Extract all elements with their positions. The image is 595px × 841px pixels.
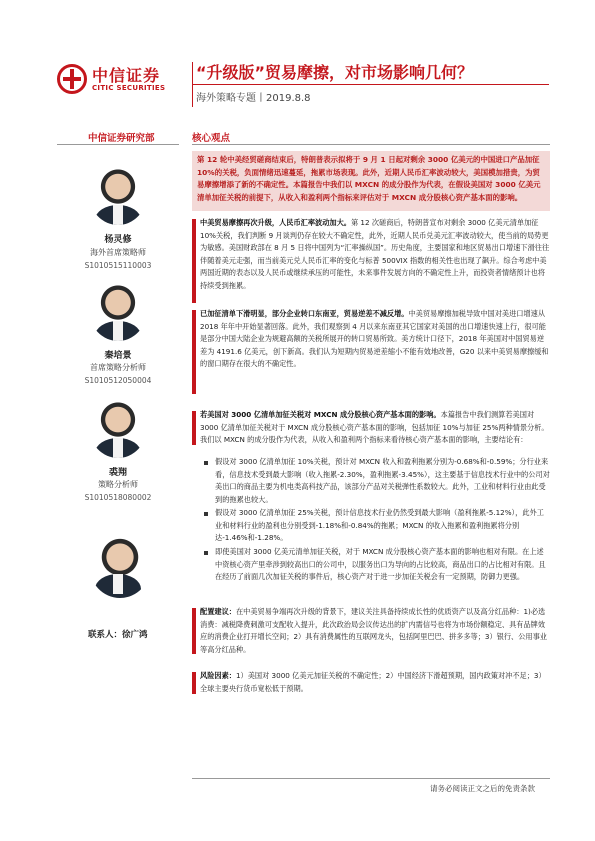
paragraph-marker bbox=[192, 310, 196, 394]
paragraph-marker bbox=[192, 219, 196, 303]
footer-rule bbox=[192, 778, 550, 779]
disclaimer-note: 请务必阅读正文之后的免责条款 bbox=[430, 784, 535, 793]
bullet-item: 假设对 3000 亿清单加征 25%关税，预计信息技术行业仍然受到最大影响（盈利拖累-5.12%），此外工业和材料行业的盈利也分别受到-1.18%和-0.84%的拖累；MXCN 的收入拖累和盈利拖累将分别达-1.46%和-1.28%。 bbox=[215, 508, 544, 542]
paragraph-text: 第 12 次磋商后，特朗普宣布对剩余 3000 亿美元清单加征 10%关税，我们判断 9 月谈判仍存在较大不确定性，此外，近期人民币兑美元汇率波动较大，使当前的局势更为敏感。美国财政部在 8 月 5 日将中国列为“汇率操纵国”。历史角度，主要国家和地区贸易出口增速下滑往往伴随着美元走强，而当前美元兑人民币汇率的变化与标普 500VIX 指数的相关性也出现了飙升。综合考虑中美两国近期的表态以及人民币或继续承压的可能性，未来事件发展方向的不确定性上升，而投资者情绪预计也将持续受到拖累。 bbox=[200, 218, 550, 290]
paragraph-marker bbox=[192, 608, 196, 654]
bullet-item: 即使美国对 3000 亿美元清单加征关税，对于 MXCN 成分股核心资产基本面的影响也相对有限。在上述中资核心资产里牵涉到较高出口的公司中，以服务出口为导向的占比较高，商品出口的占比相对有限。且在经历了前面几次加征关税的事件后，核心资产对于进一步加征关税会有一定预期，防御力更强。 bbox=[215, 547, 546, 581]
analyst-code: S1010512050004 bbox=[84, 376, 152, 385]
sidebar-rule bbox=[57, 144, 179, 145]
contact-person: 联系人：徐广鸿 bbox=[88, 630, 148, 640]
paragraph-text: 本篇报告中我们测算若美国对 3000 亿清单加征关税对于 MXCN 成分股核心资产基本面的影响，包括加征 10%与加征 25%两种情景分析。我们以 MXCN 的成分股作为代表，从收入和盈利两个指标来看待核心资产基本面的影响，主要结论有： bbox=[200, 410, 549, 444]
analyst-name: 杨灵修 bbox=[104, 235, 132, 245]
analyst-photo bbox=[89, 279, 147, 341]
logo-english-name: CITIC SECURITIES bbox=[92, 84, 166, 92]
report-subtitle: 海外策略专题丨2019.8.8 bbox=[196, 93, 311, 104]
body-paragraph bbox=[200, 217, 550, 292]
key-points-heading: 核心观点 bbox=[192, 133, 231, 144]
bullet-icon bbox=[204, 551, 208, 555]
analyst-role: 策略分析师 bbox=[98, 480, 138, 489]
body-paragraph bbox=[200, 308, 550, 371]
research-dept-heading: 中信证券研究部 bbox=[88, 133, 155, 144]
paragraph-lead: 若美国对 3000 亿清单加征关税对 MXCN 成分股核心资产基本面的影响。 bbox=[200, 410, 441, 419]
paragraph-lead: 中美贸易摩擦再次升级，人民币汇率波动加大。 bbox=[200, 218, 351, 227]
paragraph-text: 中美贸易摩擦加税导致中国对美进口增速从 2018 年年中开始显著回落。此外，我们观察到 4 月以来东南亚其它国家对美国的出口增速快速上行，很可能是部分中国大陆企业为规避高额的关税所展开的转口贸易所致。美方统计口径下，2018 年美国对中国贸易逆差为 4191.6 亿美元，创下新高。我们认为短期内贸易逆差缩小不能有效地改善，G20 以来中美贸易摩擦缓和的窗口期存在很大的不确定性。 bbox=[200, 309, 549, 368]
analyst-photo bbox=[89, 396, 147, 458]
analyst-name: 秦培景 bbox=[104, 351, 132, 361]
paragraph-marker bbox=[192, 672, 196, 694]
summary-text: 第 12 轮中美经贸磋商结束后，特朗普表示拟将于 9 月 1 日起对剩余 3000 亿美元的中国进口产品加征 10%的关税，负面情绪迅速蔓延，拖累市场表现。此外，近期人民币汇率波动较大，美国模加措贵，为贸易摩擦增添了新的不确定性。本篇报告中我们以 MXCN 的成分股作为代表，在假设美国对 3000 亿美元清单加征关税的前提下，从收入和盈利两个指标来评估对于 MXCN 成分股核心资产基本面的影响。 bbox=[197, 155, 541, 202]
risk-paragraph bbox=[200, 670, 550, 695]
analyst-name: 裘翔 bbox=[108, 468, 127, 478]
contact-photo bbox=[89, 532, 151, 598]
citic-logo-icon bbox=[57, 64, 87, 94]
summary-box bbox=[192, 151, 550, 211]
allocation-lead: 配置建议： bbox=[200, 607, 236, 616]
analyst-role: 首席策略分析师 bbox=[90, 363, 146, 372]
risk-lead: 风险因素： bbox=[200, 671, 236, 680]
logo-chinese-name: 中信证券 bbox=[92, 66, 161, 85]
risk-text: 1）美国对 3000 亿美元加征关税的不确定性；2）中国经济下滑超预期，国内政策对冲不足；3）全球主要央行货币宽松低于预期。 bbox=[200, 671, 546, 693]
analyst-role: 海外首席策略师 bbox=[90, 248, 146, 257]
report-title: “升级版”贸易摩擦，对市场影响几何？ bbox=[196, 63, 474, 82]
body-paragraph bbox=[200, 409, 550, 447]
analyst-photo bbox=[89, 163, 147, 225]
bullet-icon bbox=[204, 461, 208, 465]
title-underline bbox=[193, 84, 549, 85]
analyst-code: S1010515110003 bbox=[84, 261, 152, 270]
paragraph-marker bbox=[192, 411, 196, 445]
bullet-item: 假设对 3000 亿清单加征 10%关税，预计对 MXCN 收入和盈利拖累分别为-0.68%和-0.59%；分行业来看，信息技术受到最大影响（收入拖累-2.30%，盈利拖累-3.45%），这主要基于信息技术行业中的公司对美出口的商品主要为机电类高科技产品，该部分产品对关税弹性系数较大。此外，工业和材料行业由此受到的拖累也较大。 bbox=[215, 457, 550, 504]
allocation-paragraph bbox=[200, 606, 550, 656]
analyst-code: S1010518080002 bbox=[84, 493, 152, 502]
main-rule bbox=[192, 144, 550, 145]
allocation-text: 在中美贸易争端再次升级的背景下，建议关注具备持续成长性的优质资产以及高分红品种：1)必选消费：减税降费刺激可支配收入提升，此次政治局会议传达出的扩内需信号也将为市场份额稳定、具有品牌效应的消费企业打开增长空间；2）具有消费属性的互联网龙头，包括阿里巴巴、拼多多等；3）银行、公用事业等高分红品种。 bbox=[200, 607, 547, 654]
bullet-icon bbox=[204, 512, 208, 516]
paragraph-lead: 已加征清单下滑明显，部分企业转口东南亚，贸易逆差不减反增。 bbox=[200, 309, 409, 318]
